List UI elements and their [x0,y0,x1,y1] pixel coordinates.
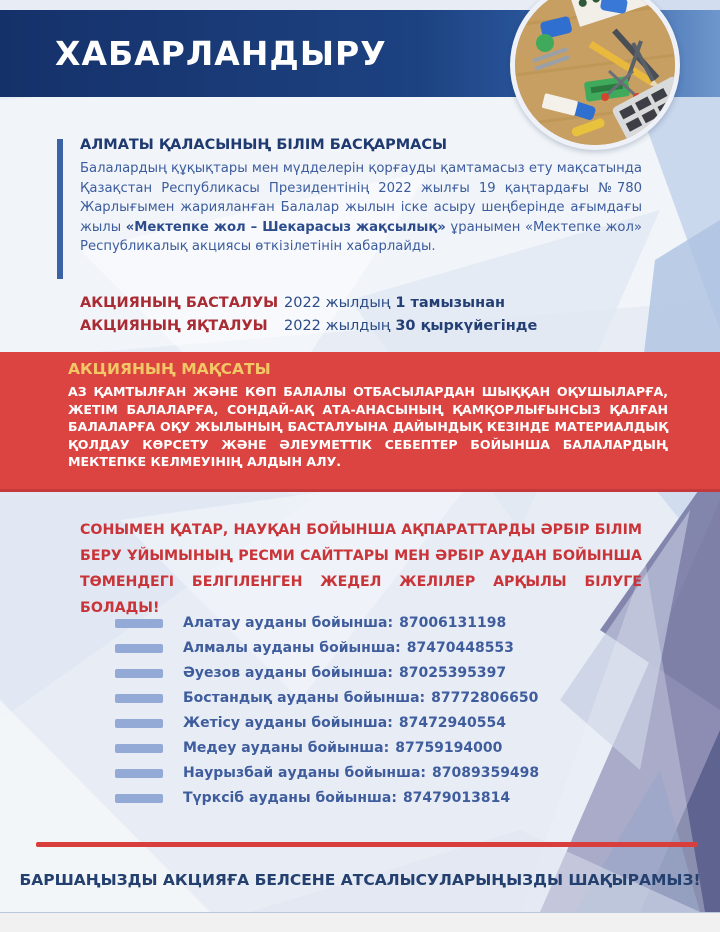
district-phone: 87006131198 [399,615,507,631]
list-item [115,760,675,785]
district-phone: 87479013814 [402,790,511,806]
date-row-end [80,315,680,338]
campaign-dates [80,292,680,338]
dash-bullet-icon [115,719,163,728]
district-label: Әуезов ауданы бойынша: [183,665,393,681]
hotline-info-paragraph: СОНЫМЕН ҚАТАР, НАУҚАН БОЙЫНША АҚПАРАТТАРДЫ ӘРБІР БІЛІМ БЕРУ ҰЙЫМЫНЫҢ РЕСМИ САЙТТАРЫ МЕН ӘРБІР АУДАН БОЙЫНША ТӨМЕНДЕГІ БЕЛГІЛЕНГЕН ЖЕДЕЛ ЖЕЛІЛЕР АРҚЫЛЫ БІЛУГЕ БОЛАДЫ! [80,522,642,616]
dash-bullet-icon [115,744,163,753]
district-phone: 87470448553 [406,640,514,656]
list-item [115,785,675,810]
date-end-label: АКЦИЯНЫҢ ЯҚТАЛУЫ [80,318,268,334]
dash-bullet-icon [115,644,163,653]
goal-body: АЗ ҚАМТЫЛҒАН ЖӘНЕ КӨП БАЛАЛЫ ОТБАСЫЛАРДАН ШЫҚҚАН ОҚУШЫЛАРҒА, ЖЕТІМ БАЛАЛАРҒА, СОНДАЙ-АҚ АТА-АНАСЫНЫҢ ҚАМҚОРЛЫҒЫНСЫЗ ҚАЛҒАН БАЛАЛАРҒА ОҚУ ЖЫЛЫНЫҢ БАСТАЛУЫНА ДАЙЫНДЫҚ КЕЗІНДЕ МАТЕРИАЛДЫҚ ҚОЛДАУ КӨРСЕТУ ЖӘНЕ ӘЛЕУМЕТТІК СЕБЕПТЕР БОЙЫНША БАЛАЛАРДЫҢ МЕКТЕПКЕ КЕЛМЕУІНІҢ АЛДЫН АЛУ. [68,384,668,469]
district-label: Түрксіб ауданы бойынша: [183,790,397,806]
invitation-text: БАРШАҢЫЗДЫ АКЦИЯҒА БЕЛСЕНЕ АТСАЛЫСУЛАРЫҢЫЗДЫ ШАҚЫРАМЫЗ! [19,871,701,889]
intro-text-after: ұранымен «Мектепке жол» Республикалық акциясы өткізілетінін хабарлайды. [80,219,642,254]
list-item [115,610,675,635]
dash-bullet-icon [115,794,163,803]
dash-bullet-icon [115,694,163,703]
page-margin-strip [0,913,720,932]
intro-accent-bar [57,139,63,279]
district-phone: 87089359498 [432,765,540,781]
list-item [115,710,675,735]
page-title: ХАБАРЛАНДЫРУ [55,34,387,73]
dash-bullet-icon [115,769,163,778]
date-end-year: 2022 жылдың [284,318,391,334]
dash-bullet-icon [115,669,163,678]
district-label: Алмалы ауданы бойынша: [183,640,401,656]
campaign-slogan: «Мектепке жол – Шекарасыз жақсылық» [125,219,446,235]
district-label: Бостандық ауданы бойынша: [183,690,426,706]
intro-paragraph [80,159,642,257]
school-supplies-illustration [515,0,675,145]
red-divider-rule [36,842,698,847]
goal-band [0,352,720,492]
district-phone: 87772806650 [431,690,539,706]
goal-title: АКЦИЯНЫҢ МАҚСАТЫ [68,360,271,378]
date-end-day: 30 қыркүйегінде [395,318,538,334]
date-start-year: 2022 жылдың [284,295,391,311]
list-item [115,685,675,710]
district-phone: 87472940554 [398,715,506,731]
date-start-day: 1 тамызынан [395,295,505,311]
district-label: Жетісу ауданы бойынша: [183,715,393,731]
organization-title: АЛМАТЫ ҚАЛАСЫНЫҢ БІЛІМ БАСҚАРМАСЫ [80,137,448,153]
hotline-list [115,610,675,810]
district-phone: 87025395397 [398,665,507,681]
list-item [115,635,675,660]
list-item [115,735,675,760]
date-row-start [80,292,680,315]
district-label: Наурызбай ауданы бойынша: [183,765,426,781]
list-item [115,660,675,685]
date-start-label: АКЦИЯНЫҢ БАСТАЛУЫ [80,295,279,311]
district-label: Медеу ауданы бойынша: [183,740,390,756]
district-phone: 87759194000 [395,740,503,756]
district-label: Алатау ауданы бойынша: [183,615,394,631]
dash-bullet-icon [115,619,163,628]
intro-text-before: Балалардың құқықтары мен мүдделерін қорғауды қамтамасыз ету мақсатында Қазақстан Республикасы Президентінің 2022 жылғы 19 қаңтардағы №780 Жарлығымен жарияланған Балалар жылын іске асыру шеңберінде ағымдағы жылы [80,161,642,235]
